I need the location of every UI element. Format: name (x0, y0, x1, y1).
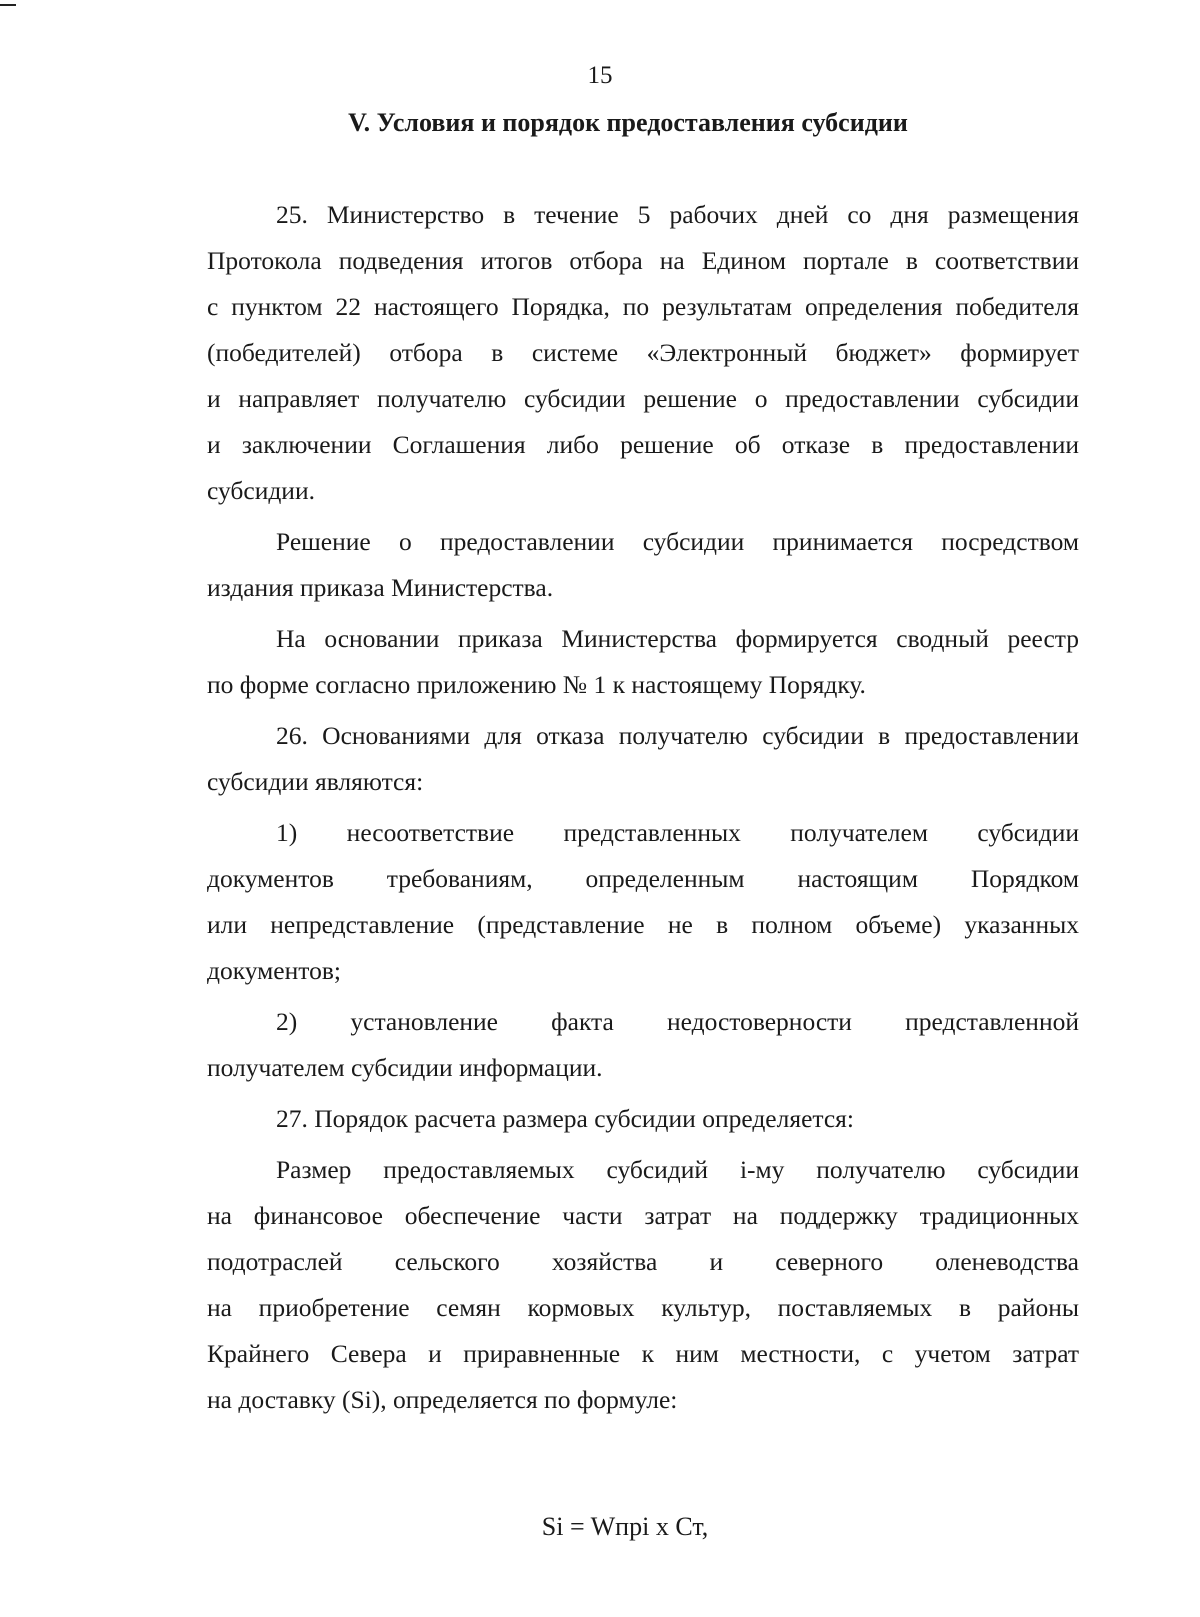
text-line: Решение о предоставлении субсидии принимается посредством (276, 527, 1079, 556)
text-line: издания приказа Министерства. (207, 573, 554, 602)
paragraph-26 (207, 713, 1079, 805)
text-line: с пунктом 22 настоящего Порядка, по результатам определения победителя (207, 292, 1079, 321)
text-line: по форме согласно приложению № 1 к настоящему Порядку. (207, 670, 866, 699)
text-line: 27. Порядок расчета размера субсидии определяется: (276, 1104, 854, 1133)
text-line: Размер предоставляемых субсидий i-му получателю субсидии (276, 1155, 1079, 1184)
paragraph-25 (207, 192, 1079, 514)
scan-edge-mark (0, 4, 16, 6)
text-line: получателем субсидии информации. (207, 1053, 603, 1082)
paragraph-27 (207, 1096, 1079, 1142)
paragraph-decision (207, 519, 1079, 611)
text-line: субсидии являются: (207, 767, 424, 796)
text-line: на доставку (Si), определяется по формуле: (207, 1385, 678, 1414)
text-line: 1) несоответствие представленных получателем субсидии (276, 818, 1079, 847)
page-number: 15 (587, 62, 613, 89)
section-title: V. Условия и порядок предоставления субсидии (348, 108, 908, 137)
text-line: подотраслей сельского хозяйства и северного оленеводства (207, 1247, 1079, 1276)
list-item-1 (207, 810, 1079, 994)
text-line: на приобретение семян кормовых культур, поставляемых в районы (207, 1293, 1079, 1322)
text-line: На основании приказа Министерства формируется сводный реестр (276, 624, 1079, 653)
list-item-2 (207, 999, 1079, 1091)
paragraph-registry (207, 616, 1079, 708)
document-body (207, 192, 1079, 1428)
text-line: на финансовое обеспечение части затрат на поддержку традиционных (207, 1201, 1079, 1230)
text-line: Протокола подведения итогов отбора на Едином портале в соответствии (207, 246, 1079, 275)
text-line: 26. Основаниями для отказа получателю субсидии в предоставлении (276, 721, 1079, 750)
paragraph-subsidy-size (207, 1147, 1079, 1423)
text-line: (победителей) отбора в системе «Электронный бюджет» формирует (207, 338, 1079, 367)
text-line: 2) установление факта недостоверности представленной (276, 1007, 1079, 1036)
text-line: Крайнего Севера и приравненные к ним местности, с учетом затрат (207, 1339, 1079, 1368)
text-line: 25. Министерство в течение 5 рабочих дней со дня размещения (276, 200, 1079, 229)
text-line: или непредставление (представление не в полном объеме) указанных (207, 910, 1079, 939)
text-line: и направляет получателю субсидии решение о предоставлении субсидии (207, 384, 1079, 413)
text-line: документов требованиям, определенным настоящим Порядком (207, 864, 1079, 893)
text-line: документов; (207, 956, 341, 985)
text-line: субсидии. (207, 476, 315, 505)
formula: Si = Wпрi х Ст, (541, 1512, 709, 1541)
text-line: и заключении Соглашения либо решение об отказе в предоставлении (207, 430, 1079, 459)
